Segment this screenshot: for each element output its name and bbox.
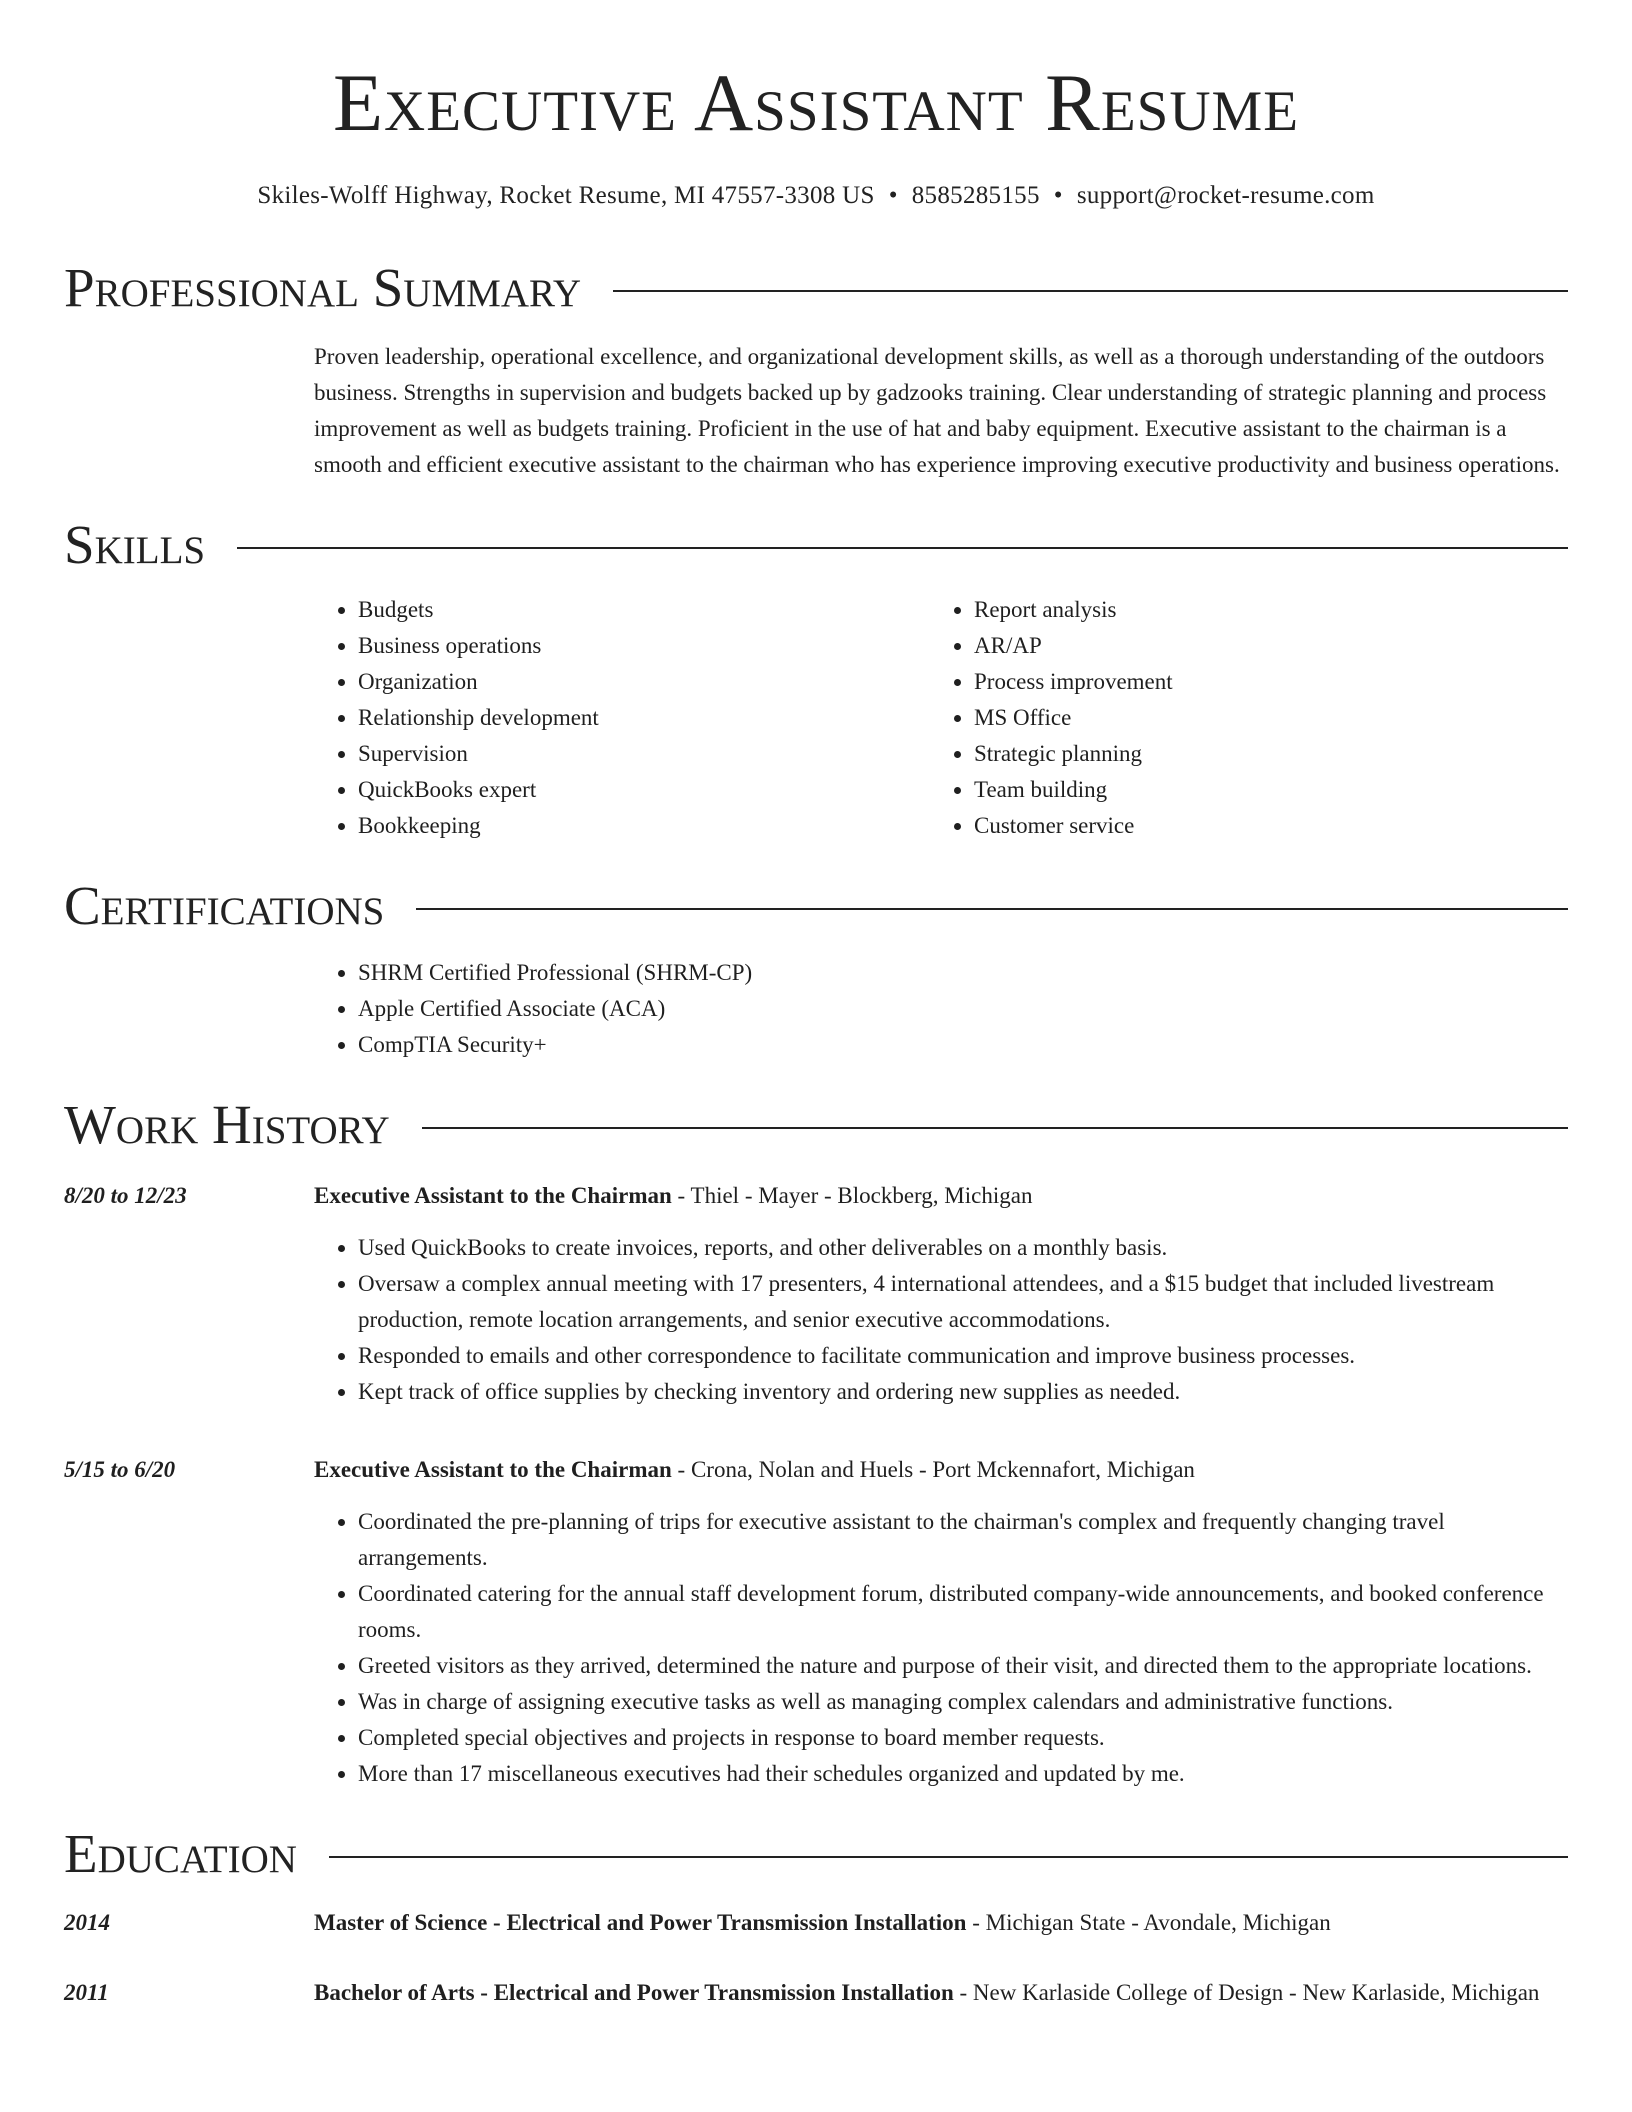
resume-page <box>64 0 1568 2112</box>
education-heading <box>314 1975 1568 2011</box>
skills-list-left <box>314 592 930 844</box>
skill-item: • Process improvement <box>974 664 1546 700</box>
skills-list-right <box>930 592 1546 844</box>
skills-grid <box>314 592 1568 844</box>
job-title: Executive Assistant to the Chairman <box>314 1183 672 1208</box>
skill-item: • Supervision <box>358 736 930 772</box>
job-body <box>314 1452 1568 1792</box>
section-divider <box>613 290 1568 292</box>
skill-item: • Organization <box>358 664 930 700</box>
job-employer: - Crona, Nolan and Huels - Port Mckennafort, Michigan <box>671 1457 1195 1482</box>
contact-separator: • <box>1053 182 1063 209</box>
education-heading <box>314 1905 1568 1941</box>
education-entry <box>64 1975 1568 2011</box>
job-bullet: • Coordinated the pre-planning of trips for executive assistant to the chairman's complex and frequently changing travel arrangements. <box>358 1504 1568 1576</box>
job-heading <box>314 1452 1568 1488</box>
contact-line <box>64 182 1568 210</box>
work-history-list <box>64 1178 1568 1792</box>
education-school: - New Karlaside College of Design - New Karlaside, Michigan <box>953 1980 1540 2005</box>
education-list <box>64 1905 1568 2011</box>
certification-item: • CompTIA Security+ <box>358 1027 1568 1063</box>
contact-separator: • <box>888 182 898 209</box>
skill-item: • Bookkeeping <box>358 808 930 844</box>
education-entry <box>64 1905 1568 1941</box>
education-degree: Master of Science - Electrical and Power Transmission Installation <box>314 1910 967 1935</box>
contact-phone: 8585285155 <box>911 182 1040 209</box>
job-bullet: • Completed special objectives and projects in response to board member requests. <box>358 1720 1568 1756</box>
section-divider <box>237 547 1568 549</box>
education-school: - Michigan State - Avondale, Michigan <box>966 1910 1331 1935</box>
education-year: 2014 <box>64 1910 110 1935</box>
job-entry <box>64 1452 1568 1792</box>
section-title-skills: Skills <box>64 514 206 575</box>
resume-title: Executive Assistant Resume <box>332 57 1300 148</box>
skill-item: • Report analysis <box>974 592 1546 628</box>
job-bullet: • More than 17 miscellaneous executives had their schedules organized and updated by me. <box>358 1756 1568 1792</box>
job-entry <box>64 1178 1568 1410</box>
section-header-work-history <box>64 1094 1568 1155</box>
section-divider <box>422 1127 1568 1129</box>
skill-item: • Budgets <box>358 592 930 628</box>
job-bullets <box>314 1504 1568 1792</box>
job-bullets <box>314 1230 1568 1410</box>
education-body <box>314 1905 1568 1941</box>
section-divider <box>329 1856 1568 1858</box>
job-dates: 8/20 to 12/23 <box>64 1183 187 1208</box>
job-bullet: • Was in charge of assigning executive tasks as well as managing complex calendars and administrative functions. <box>358 1684 1568 1720</box>
certifications-list <box>314 955 1568 1063</box>
skill-item: • Customer service <box>974 808 1546 844</box>
section-header-summary <box>64 257 1568 318</box>
section-header-skills <box>64 514 1568 575</box>
job-bullet: • Responded to emails and other correspondence to facilitate communication and improve business processes. <box>358 1338 1568 1374</box>
section-header-certifications <box>64 875 1568 936</box>
skill-item: • Strategic planning <box>974 736 1546 772</box>
certification-item: • Apple Certified Associate (ACA) <box>358 991 1568 1027</box>
section-title-work-history: Work History <box>64 1094 390 1155</box>
job-body <box>314 1178 1568 1410</box>
contact-email: support@rocket-resume.com <box>1076 182 1375 209</box>
skill-item: • MS Office <box>974 700 1546 736</box>
job-dates: 5/15 to 6/20 <box>64 1457 176 1482</box>
contact-address: Skiles-Wolff Highway, Rocket Resume, MI 47557-3308 US <box>257 182 875 209</box>
job-bullet: • Oversaw a complex annual meeting with 17 presenters, 4 international attendees, and a $15 budget that included livestream production, remote location arrangements, and senior executive accommodations. <box>358 1266 1568 1338</box>
certification-item: • SHRM Certified Professional (SHRM-CP) <box>358 955 1568 991</box>
job-employer: - Thiel - Mayer - Blockberg, Michigan <box>671 1183 1033 1208</box>
certifications <box>314 955 1568 1063</box>
education-degree: Bachelor of Arts - Electrical and Power Transmission Installation <box>314 1980 954 2005</box>
education-body <box>314 1975 1568 2011</box>
job-bullet: • Greeted visitors as they arrived, determined the nature and purpose of their visit, and directed them to the appropriate locations. <box>358 1648 1568 1684</box>
job-bullet: • Used QuickBooks to create invoices, reports, and other deliverables on a monthly basis. <box>358 1230 1568 1266</box>
job-bullet: • Kept track of office supplies by checking inventory and ordering new supplies as needed. <box>358 1374 1568 1410</box>
section-title-summary: Professional Summary <box>64 257 582 318</box>
job-heading <box>314 1178 1568 1214</box>
job-title: Executive Assistant to the Chairman <box>314 1457 672 1482</box>
summary-text: Proven leadership, operational excellence, and organizational development skills, as well as a thorough understanding of the outdoors business. Strengths in supervision and budgets backed up by gadzooks training. Clear understanding of strategic planning and process improvement as well as budgets training. Proficient in the use of hat and baby equipment. Executive assistant to the chairman is a smooth and efficient executive assistant to the chairman who has experience improving executive productivity and business operations. <box>314 344 1560 477</box>
education-year: 2011 <box>64 1980 109 2005</box>
skill-item: • Team building <box>974 772 1546 808</box>
job-bullet: • Coordinated catering for the annual staff development forum, distributed company-wide announcements, and booked conference rooms. <box>358 1576 1568 1648</box>
skill-item: • AR/AP <box>974 628 1546 664</box>
section-divider <box>416 908 1568 910</box>
skill-item: • QuickBooks expert <box>358 772 930 808</box>
section-title-certifications: Certifications <box>64 875 385 936</box>
section-title-education: Education <box>64 1823 297 1884</box>
section-header-education <box>64 1823 1568 1884</box>
skill-item: • Business operations <box>358 628 930 664</box>
skill-item: • Relationship development <box>358 700 930 736</box>
